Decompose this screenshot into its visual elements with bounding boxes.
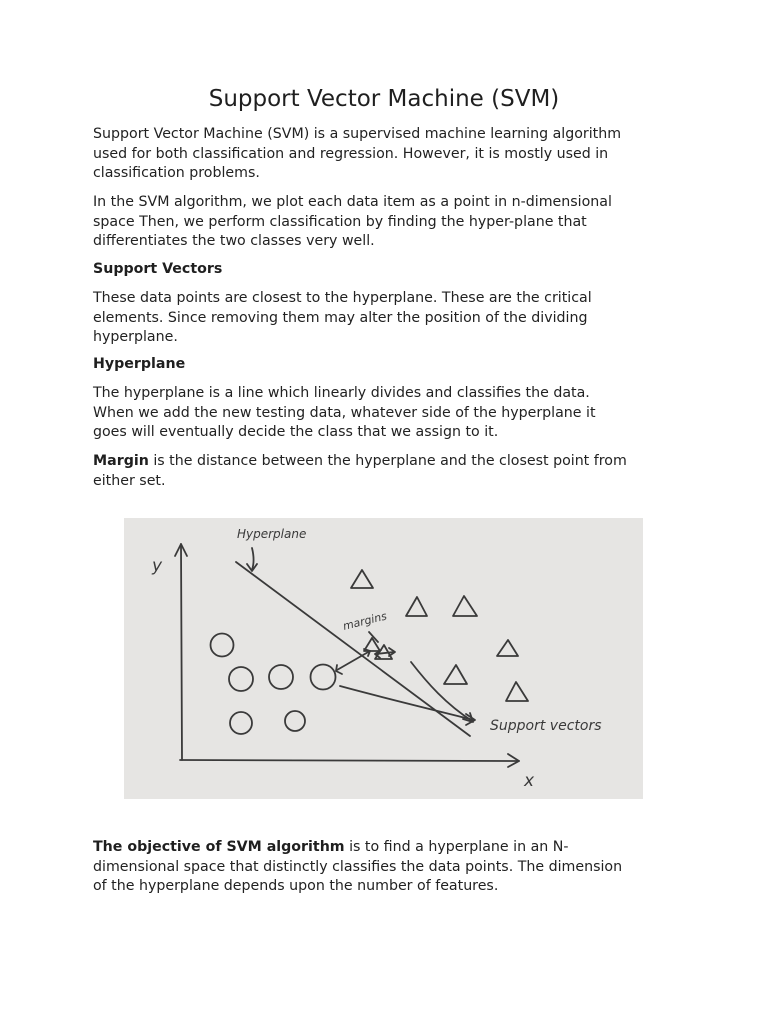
hyperplane-line-2: When we add the new testing data, whatever side of the hyperplane it	[93, 404, 596, 421]
objective-term: The objective of SVM algorithm	[93, 839, 345, 855]
support-vectors-heading: Support Vectors	[93, 261, 223, 277]
intro-line-2: used for both classification and regression. However, it is mostly used in	[93, 145, 609, 162]
svm-diagram-figure	[124, 518, 643, 799]
hyperplane-line-1: The hyperplane is a line which linearly divides and classifies the data.	[93, 385, 590, 401]
intro-paragraph	[93, 125, 683, 184]
support-vectors-line-1: These data points are closest to the hyperplane. These are the critical	[93, 290, 592, 306]
margin-line-1	[93, 452, 683, 472]
algorithm-paragraph	[93, 193, 683, 252]
objective-line-3: of the hyperplane depends upon the number of features.	[93, 878, 499, 894]
intro-line-3: classification problems.	[93, 165, 260, 181]
margin-line-2: either set.	[93, 472, 166, 489]
page-title: Support Vector Machine (SVM)	[208, 86, 560, 112]
margin-term: Margin	[93, 453, 149, 469]
algorithm-line-2: space Then, we perform classification by finding the hyper-plane that	[93, 213, 587, 230]
hyperplane-heading: Hyperplane	[93, 356, 186, 372]
intro-line-1: Support Vector Machine (SVM) is a supervised machine learning algorithm	[93, 126, 622, 142]
x-axis-label: x	[524, 771, 535, 791]
hyperplane-label: Hyperplane	[237, 527, 307, 541]
svm-diagram	[124, 518, 643, 799]
objective-line-1	[93, 838, 683, 858]
margin-paragraph	[93, 452, 683, 491]
margin-line-1-rest: is the distance between the hyperplane and the closest point from	[148, 453, 627, 469]
algorithm-line-3: differentiates the two classes very well.	[93, 233, 375, 249]
y-axis-line	[181, 544, 182, 760]
algorithm-line-1: In the SVM algorithm, we plot each data item as a point in n-dimensional	[93, 194, 612, 210]
objective-line-2: dimensional space that distinctly classifies the data points. The dimension	[93, 858, 623, 875]
support-vectors-line-2: elements. Since removing them may alter the position of the dividing	[93, 309, 588, 326]
objective-line-1-rest: is to find a hyperplane in an N-	[344, 839, 569, 855]
hyperplane-line-3: goes will eventually decide the class that we assign to it.	[93, 424, 499, 440]
hyperplane-paragraph	[93, 384, 683, 443]
margins-label: margins	[341, 609, 389, 633]
support-vectors-paragraph	[93, 289, 683, 348]
support-vectors-line-3: hyperplane.	[93, 329, 178, 345]
x-axis-line	[180, 760, 519, 761]
support-vectors-label: Support vectors	[490, 718, 602, 734]
objective-paragraph	[93, 838, 683, 897]
y-axis-label: y	[152, 556, 163, 576]
